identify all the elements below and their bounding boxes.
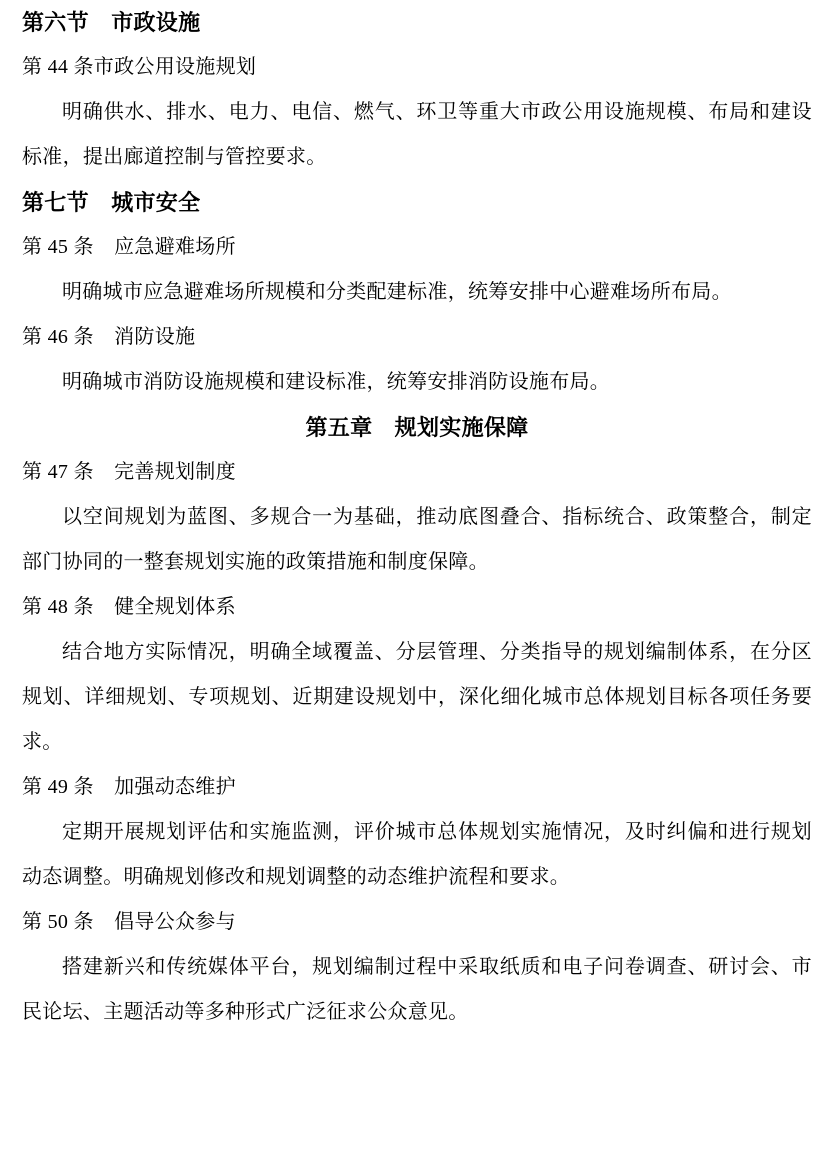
section-heading: 第七节 城市安全 xyxy=(22,190,201,215)
article-heading: 第 47 条 完善规划制度 xyxy=(22,461,236,483)
paragraph-text: 以空间规划为蓝图、多规合一为基础，推动底图叠合、指标统合、政策整合，制定部门协同的一整套规划实施的政策措施和制度保障。 xyxy=(22,506,812,573)
section-heading: 第六节 市政设施 xyxy=(22,10,201,35)
article-heading: 第 45 条 应急避难场所 xyxy=(22,236,236,258)
article-heading: 第 50 条 倡导公众参与 xyxy=(22,911,236,933)
paragraph-text: 定期开展规划评估和实施监测，评价城市总体规划实施情况，及时纠偏和进行规划动态调整。明确规划修改和规划调整的动态维护流程和要求。 xyxy=(22,821,812,888)
paragraph-text: 结合地方实际情况，明确全域覆盖、分层管理、分类指导的规划编制体系，在分区规划、详细规划、专项规划、近期建设规划中，深化细化城市总体规划目标各项任务要求。 xyxy=(22,641,812,753)
article-heading: 第 44 条市政公用设施规划 xyxy=(22,56,257,78)
article-heading: 第 48 条 健全规划体系 xyxy=(22,596,236,618)
paragraph-text: 明确城市消防设施规模和建设标准，统筹安排消防设施布局。 xyxy=(62,371,611,393)
chapter-heading: 第五章 规划实施保障 xyxy=(305,415,529,440)
paragraph-text: 明确供水、排水、电力、电信、燃气、环卫等重大市政公用设施规模、布局和建设标准，提出廊道控制与管控要求。 xyxy=(22,101,812,168)
article-heading: 第 49 条 加强动态维护 xyxy=(22,776,236,798)
paragraph-text: 搭建新兴和传统媒体平台，规划编制过程中采取纸质和电子问卷调查、研讨会、市民论坛、主题活动等多种形式广泛征求公众意见。 xyxy=(22,956,812,1023)
paragraph-text: 明确城市应急避难场所规模和分类配建标准，统筹安排中心避难场所布局。 xyxy=(62,281,732,303)
article-heading: 第 46 条 消防设施 xyxy=(22,326,196,348)
